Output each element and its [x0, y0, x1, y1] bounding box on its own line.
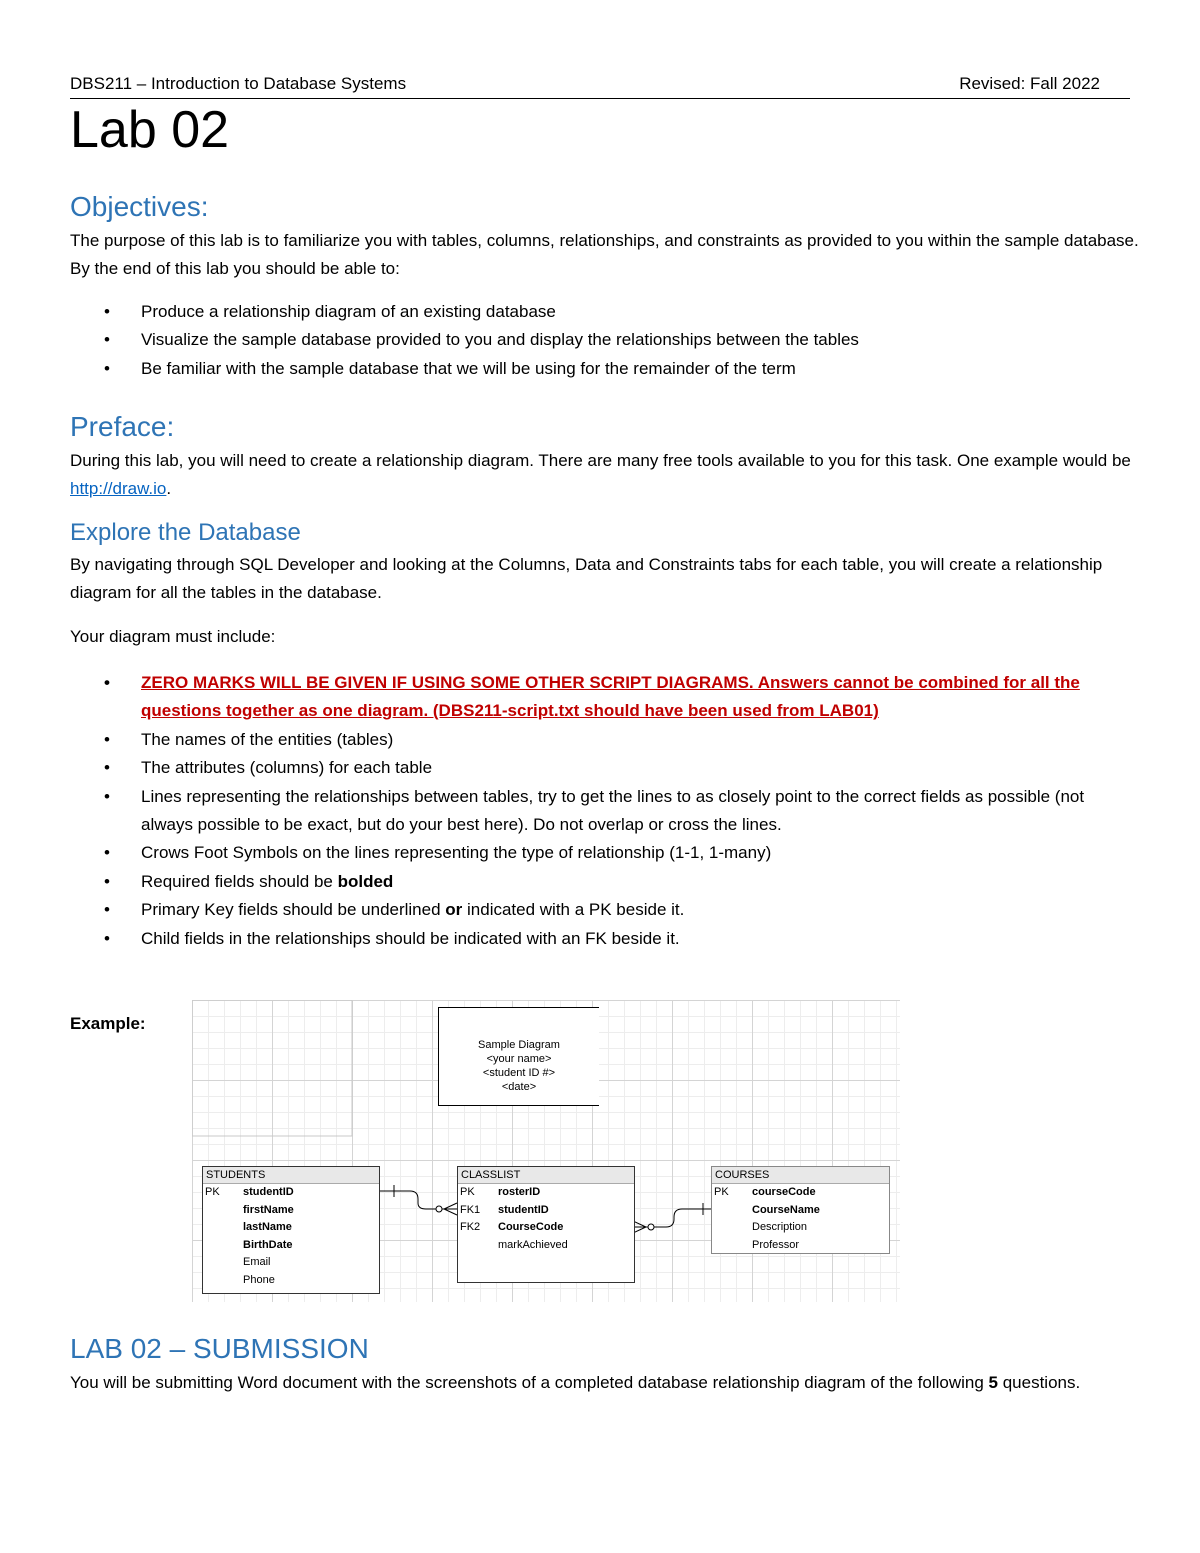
example-diagram	[192, 1000, 900, 1302]
preface-text-start: During this lab, you will need to create a relationship diagram. There are many free tools available to you for this task. One example would be	[70, 451, 1131, 470]
list-item-text: Child fields in the relationships should be indicated with an FK beside it.	[141, 928, 680, 948]
objectives-list	[70, 298, 1140, 383]
list-item: • Crows Foot Symbols on the lines representing the type of relationship (1-1, 1-many)	[104, 843, 772, 863]
classlist-courses-line	[633, 1209, 711, 1227]
warning-text: ZERO MARKS WILL BE GIVEN IF USING SOME OTHER SCRIPT DIAGRAMS. Answers cannot be combined for all the questions together as one diagram. (DBS211-script.txt should have been used from LAB01)	[141, 673, 1080, 721]
field-name: lastName	[243, 1221, 292, 1234]
field-name: studentID	[243, 1186, 294, 1198]
field-name: Professor	[752, 1238, 800, 1251]
list-item-text: The names of the entities (tables)	[141, 729, 394, 749]
field-name: CourseCode	[498, 1221, 564, 1234]
list-item-text: Lines representing the relationships between tables, try to get the lines to as closely point to the correct fields as possible (not always possible to be exact, but do your best here). Do not overlap or cross the lines.	[141, 786, 1085, 835]
objectives-intro: The purpose of this lab is to familiarize you with tables, columns, relationships, and constraints as provided to you within the sample database. By the end of this lab you should be able to:	[70, 231, 1139, 278]
table-row	[203, 1254, 379, 1272]
sample-name: <your name>	[486, 1053, 552, 1065]
key-label: FK2	[460, 1221, 481, 1234]
submission-heading: LAB 02 – SUBMISSION	[70, 1333, 369, 1364]
field-name: rosterID	[498, 1186, 541, 1198]
list-item-text: Visualize the sample database provided to you and display the relationships between the tables	[141, 330, 859, 350]
students-classlist-line	[378, 1191, 457, 1209]
objectives-heading: Objectives:	[70, 191, 209, 222]
table-row	[203, 1272, 379, 1290]
sample-diagram-box	[438, 1007, 599, 1106]
sample-date: <date>	[501, 1081, 537, 1093]
must-include-text: Your diagram must include:	[70, 627, 276, 646]
field-name: Description	[752, 1221, 808, 1234]
field-name: courseCode	[752, 1186, 816, 1198]
preface-text-end: .	[166, 479, 172, 498]
pk-prefix: Primary Key fields should be underlined	[141, 900, 446, 920]
table-row	[203, 1184, 379, 1202]
requirements-list	[70, 669, 1140, 953]
list-item: • Lines representing the relationships between tables, try to get the lines to as closely point to the correct fields as possible (not always possible to be exact, but do your best here). Do not overlap or cross the lines.	[104, 786, 1085, 835]
entity-name: STUDENTS	[203, 1167, 379, 1184]
key-label: PK	[205, 1186, 220, 1198]
list-item-text: The attributes (columns) for each table	[141, 758, 433, 778]
field-name: BirthDate	[243, 1238, 293, 1251]
table-row	[712, 1202, 889, 1220]
table-row	[458, 1202, 634, 1220]
entity-students	[202, 1166, 380, 1294]
table-row	[458, 1184, 634, 1202]
warning-item: • ZERO MARKS WILL BE GIVEN IF USING SOME OTHER SCRIPT DIAGRAMS. Answers cannot be combined for all the questions together as one diagram. (DBS211-script.txt should have been used from LAB01)	[104, 673, 1080, 721]
bolded-prefix: Required fields should be	[141, 871, 338, 891]
table-row	[712, 1237, 889, 1255]
preface-text	[70, 447, 1140, 503]
list-item-text: Be familiar with the sample database that we will be using for the remainder of the term	[141, 358, 796, 378]
submission-text	[70, 1369, 1140, 1397]
table-row	[203, 1237, 379, 1255]
field-name: studentID	[498, 1203, 549, 1216]
entity-courses	[711, 1166, 890, 1254]
sample-title: Sample Diagram	[478, 1039, 560, 1051]
page-header	[70, 72, 1130, 99]
explore-heading: Explore the Database	[70, 519, 301, 546]
list-item: • Required fields should be bolded	[104, 871, 394, 891]
drawio-link[interactable]: http://draw.io	[70, 479, 167, 498]
list-item: • The names of the entities (tables)	[104, 729, 394, 749]
grid-corner	[192, 1000, 352, 1136]
preface-heading: Preface:	[70, 411, 175, 442]
list-item-text: Crows Foot Symbols on the lines representing the type of relationship (1-1, 1-many)	[141, 843, 772, 863]
header-revised: Revised: Fall 2022	[959, 74, 1100, 93]
optional-circle-2	[648, 1224, 654, 1230]
entity-classlist	[457, 1166, 635, 1283]
header-course: DBS211 – Introduction to Database Systems	[70, 74, 407, 93]
explore-text: By navigating through SQL Developer and looking at the Columns, Data and Constraints tabs for each table, you will create a relationship diagram for all the tables in the database.	[70, 555, 1103, 602]
list-item: • Be familiar with the sample database that we will be using for the remainder of the term	[104, 358, 796, 378]
bolded-word: bolded	[337, 871, 394, 891]
example-label: Example:	[70, 1014, 146, 1033]
table-row	[203, 1219, 379, 1237]
submission-count: 5	[988, 1373, 998, 1392]
field-name: Phone	[243, 1273, 275, 1286]
table-row	[712, 1184, 889, 1202]
submission-text-start: You will be submitting Word document with the screenshots of a completed database relationship diagram of the following	[70, 1373, 989, 1392]
table-row	[458, 1219, 634, 1237]
list-item: • The attributes (columns) for each table	[104, 758, 433, 778]
field-name: Email	[243, 1256, 271, 1269]
key-label: PK	[714, 1186, 729, 1198]
key-label: FK1	[460, 1203, 481, 1216]
list-item: • Primary Key fields should be underlined or indicated with a PK beside it.	[104, 900, 685, 920]
key-label: PK	[460, 1186, 475, 1198]
field-name: CourseName	[752, 1203, 820, 1216]
list-item-text: Produce a relationship diagram of an existing database	[141, 302, 556, 321]
field-name: firstName	[243, 1203, 294, 1216]
page-title: Lab 02	[70, 101, 230, 159]
field-name: markAchieved	[498, 1238, 568, 1251]
entity-name: COURSES	[712, 1167, 889, 1184]
list-item: • Produce a relationship diagram of an existing database	[104, 302, 556, 321]
list-item: • Child fields in the relationships should be indicated with an FK beside it.	[104, 928, 680, 948]
entity-name: CLASSLIST	[458, 1167, 634, 1184]
table-row	[203, 1202, 379, 1220]
list-item: • Visualize the sample database provided to you and display the relationships between the tables	[104, 330, 859, 350]
table-row	[712, 1219, 889, 1237]
pk-or: or	[445, 900, 463, 920]
sample-student-id: <student ID #>	[482, 1067, 556, 1079]
optional-circle	[436, 1206, 442, 1212]
table-row	[458, 1237, 634, 1255]
submission-text-end: questions.	[998, 1373, 1081, 1392]
pk-suffix: indicated with a PK beside it.	[462, 900, 685, 920]
